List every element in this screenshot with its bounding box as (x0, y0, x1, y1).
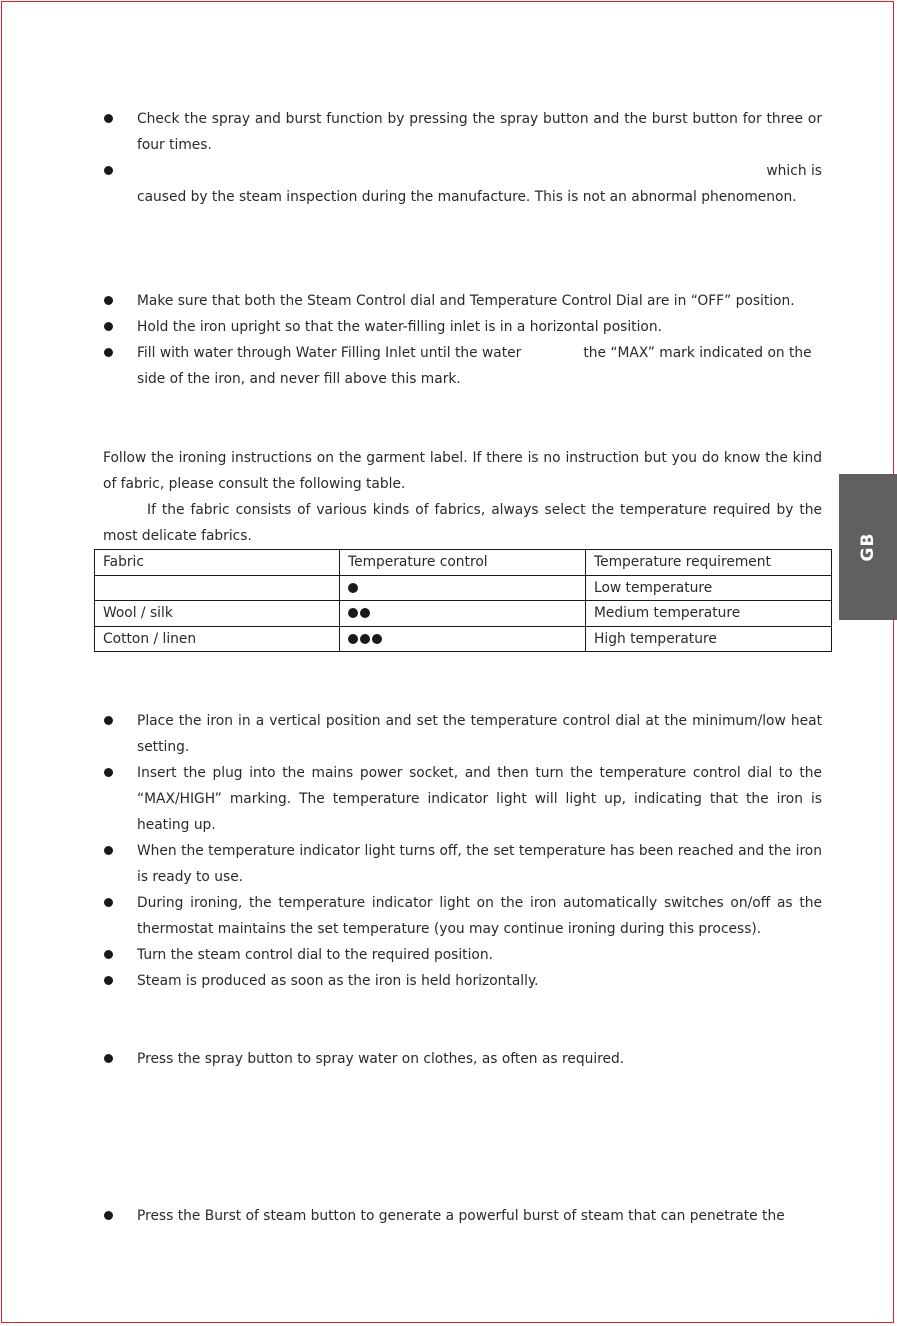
table-row (95, 601, 832, 627)
list-item: Steam is produced as soon as the iron is held horizontally. (104, 968, 822, 994)
list-item: When the temperature indicator light turns off, the set temperature has been reached and the iron is ready to use. (104, 838, 822, 890)
list-item: Insert the plug into the mains power socket, and then turn the temperature control dial to the “MAX/HIGH” marking. The temperature indicator light will light up, indicating that the iron is heating up. (104, 760, 822, 838)
dot-icon (348, 608, 358, 618)
list-item: Press the Burst of steam button to generate a powerful burst of steam that can penetrate the (104, 1203, 822, 1229)
table-header-row (95, 550, 832, 576)
list-item: Turn the steam control dial to the required position. (104, 942, 822, 968)
dot-icon (372, 634, 382, 644)
bullet-icon (104, 1054, 113, 1063)
bullet-list-filling (104, 288, 822, 392)
dot-icon (360, 634, 370, 644)
fabric-temperature-table (94, 549, 832, 652)
bullet-icon (104, 898, 113, 907)
list-item: Hold the iron upright so that the water-filling inlet is in a horizontal position. (104, 314, 822, 340)
bullet-icon (104, 846, 113, 855)
dot-icon (348, 634, 358, 644)
table-header: Temperature requirement (586, 550, 832, 576)
list-item: Check the spray and burst function by pressing the spray button and the burst button for three or four times. (104, 106, 822, 158)
bullet-icon (104, 296, 113, 305)
bullet-icon (104, 716, 113, 725)
table-row (95, 575, 832, 601)
bullet-icon (104, 114, 113, 123)
fabric-cell (95, 575, 340, 601)
temperature-dots-cell (340, 575, 586, 601)
list-item: Fill with water through Water Filling Inlet until the water the “MAX” mark indicated on the side of the iron, and never fill above this mark. (104, 340, 822, 392)
bullet-icon (104, 166, 113, 175)
bullet-list-checks (104, 106, 822, 210)
table-header: Fabric (95, 550, 340, 576)
bullet-icon (104, 322, 113, 331)
language-tab (839, 474, 897, 620)
table-row (95, 626, 832, 652)
bullet-icon (104, 976, 113, 985)
bullet-icon (104, 768, 113, 777)
bullet-icon (104, 348, 113, 357)
temperature-dots-cell (340, 626, 586, 652)
list-item: Press the spray button to spray water on clothes, as often as required. (104, 1046, 822, 1072)
temperature-dots-cell (340, 601, 586, 627)
bullet-icon (104, 1211, 113, 1220)
bullet-list-spray (104, 1046, 822, 1072)
instruction-paragraph: Follow the ironing instructions on the garment label. If there is no instruction but you do know the kind of fabric, please consult the following table. (103, 450, 822, 492)
list-item: During ironing, the temperature indicator light on the iron automatically switches on/off as the thermostat maintains the set temperature (you may continue ironing during this process). (104, 890, 822, 942)
bullet-list-burst (104, 1203, 822, 1229)
language-tab-label: GB (858, 532, 878, 562)
dot-icon (360, 608, 370, 618)
requirement-cell: High temperature (586, 626, 832, 652)
requirement-cell: Medium temperature (586, 601, 832, 627)
list-item: Place the iron in a vertical position and set the temperature control dial at the minimum/low heat setting. (104, 708, 822, 760)
dot-icon (348, 583, 358, 593)
table-header: Temperature control (340, 550, 586, 576)
fabric-cell: Cotton / linen (95, 626, 340, 652)
requirement-cell: Low temperature (586, 575, 832, 601)
instruction-paragraph: If the fabric consists of various kinds of fabrics, always select the temperature required by the most delicate fabrics. (103, 502, 822, 544)
list-item: Make sure that both the Steam Control dial and Temperature Control Dial are in “OFF” position. (104, 288, 822, 314)
bullet-icon (104, 950, 113, 959)
list-item: which is caused by the steam inspection during the manufacture. This is not an abnormal phenomenon. (104, 158, 822, 210)
bullet-list-ironing (104, 708, 822, 994)
fabric-cell: Wool / silk (95, 601, 340, 627)
